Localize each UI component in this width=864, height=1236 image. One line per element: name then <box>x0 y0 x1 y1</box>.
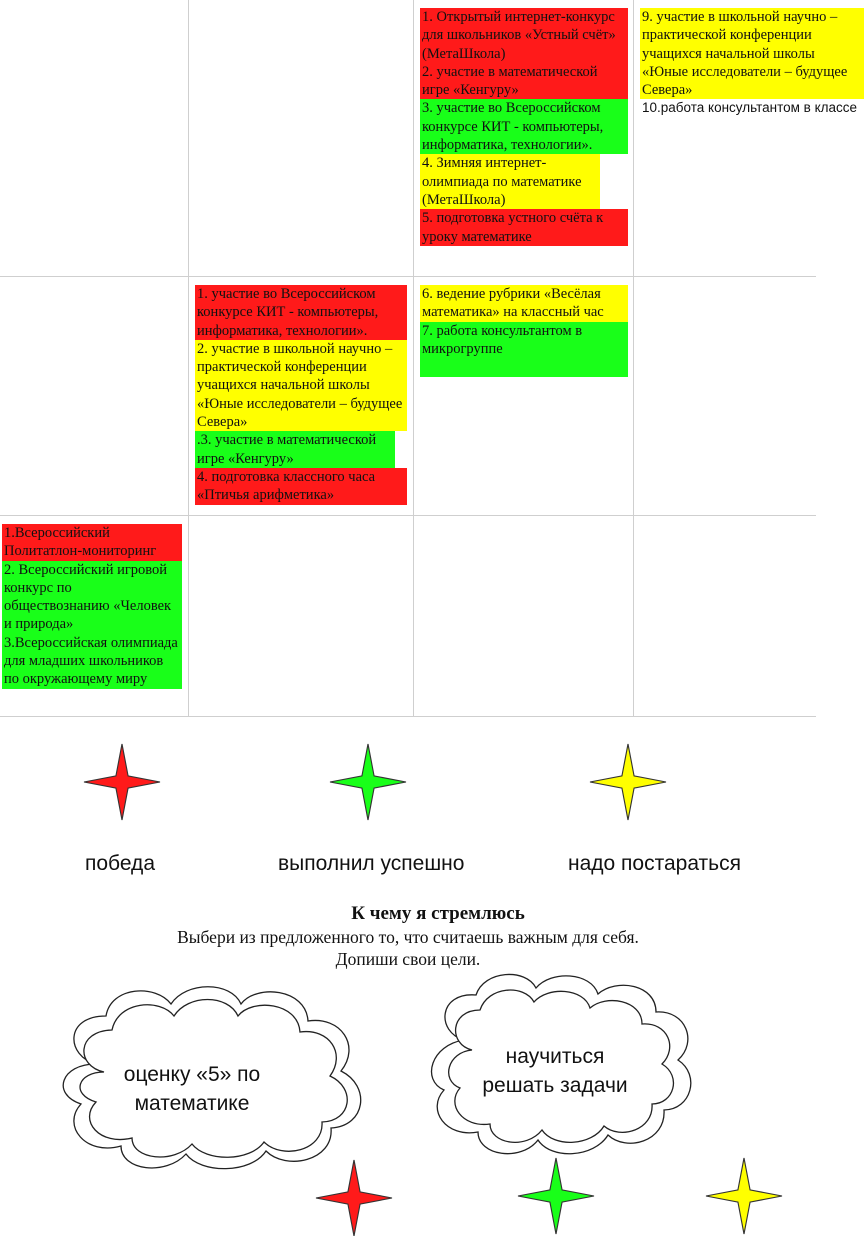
activity-item: 2. Всероссийский игровой конкурс по обществознанию «Человек и природа» 3.Всероссийская олимпиада для младших школьников по окружающему миру <box>2 561 182 689</box>
legend-label-win: победа <box>85 852 155 875</box>
cloud-goal-text <box>460 1042 650 1100</box>
star-red-icon <box>316 1160 392 1236</box>
grid-line <box>188 0 189 717</box>
activity-item: 1. участие во Всероссийском конкурсе КИТ - компьютеры, информатика, технологии». <box>195 285 407 340</box>
activity-item: 9. участие в школьной научно – практической конференции учащихся начальной школы «Юные исследователи – будущее Севера» <box>640 8 864 99</box>
activity-item: 4. Зимняя интернет-олимпиада по математике (МетаШкола) <box>420 154 600 209</box>
table-cell-r1-c4 <box>640 8 858 118</box>
legend-label-try-harder: надо постараться <box>568 852 741 875</box>
grid-line <box>0 716 816 717</box>
star-red-icon <box>84 744 160 820</box>
star-yellow-icon <box>706 1158 782 1234</box>
table-cell-r2-c3 <box>420 285 628 377</box>
star-green-icon <box>518 1158 594 1234</box>
table-cell-r1-c3 <box>420 8 628 246</box>
table-cell-r3-c1 <box>2 524 182 689</box>
grid-line <box>633 0 634 717</box>
activity-item: .3. участие в математической игре «Кенгуру» <box>195 431 395 468</box>
cloud-goal-line: решать задачи <box>482 1074 628 1097</box>
activity-item: 7. работа консультантом в микрогруппе <box>420 322 628 377</box>
goals-title: К чему я стремлюсь <box>351 903 525 924</box>
goals-instruction: Выбери из предложенного то, что считаешь важным для себя. <box>177 927 639 947</box>
cloud-goal-text <box>92 1060 292 1118</box>
star-yellow-icon <box>590 744 666 820</box>
activity-item: 6. ведение рубрики «Весёлая математика» на классный час <box>420 285 628 322</box>
activity-item: 2. участие в школьной научно – практической конференции учащихся начальной школы «Юные исследователи – будущее Севера» <box>195 340 407 431</box>
cloud-goal-line: математике <box>134 1092 250 1115</box>
activity-item: 4. подготовка классного часа «Птичья арифметика» <box>195 468 407 505</box>
table-cell-r2-c2 <box>195 285 407 505</box>
star-green-icon <box>330 744 406 820</box>
activity-item: 1.Всероссийский Политатлон-мониторинг <box>2 524 182 561</box>
activity-item: 10.работа консультантом в классе <box>642 100 858 116</box>
grid-line <box>413 0 414 717</box>
goals-instruction-2: Допиши свои цели. <box>335 949 481 969</box>
cloud-goal-line: оценку «5» по <box>123 1063 261 1086</box>
cloud-goal-line: научиться <box>505 1045 605 1068</box>
activity-item: 1. Открытый интернет-конкурс для школьников «Устный счёт» (МетаШкола) <box>420 8 628 63</box>
legend-label-success: выполнил успешно <box>278 852 465 875</box>
activity-item: 5. подготовка устного счёта к уроку математике <box>420 209 628 246</box>
grid-line <box>0 276 816 277</box>
activity-item: 3. участие во Всероссийском конкурсе КИТ - компьютеры, информатика, технологии». <box>420 99 628 154</box>
grid-line <box>0 515 816 516</box>
activity-item: 2. участие в математической игре «Кенгуру» <box>420 63 628 100</box>
